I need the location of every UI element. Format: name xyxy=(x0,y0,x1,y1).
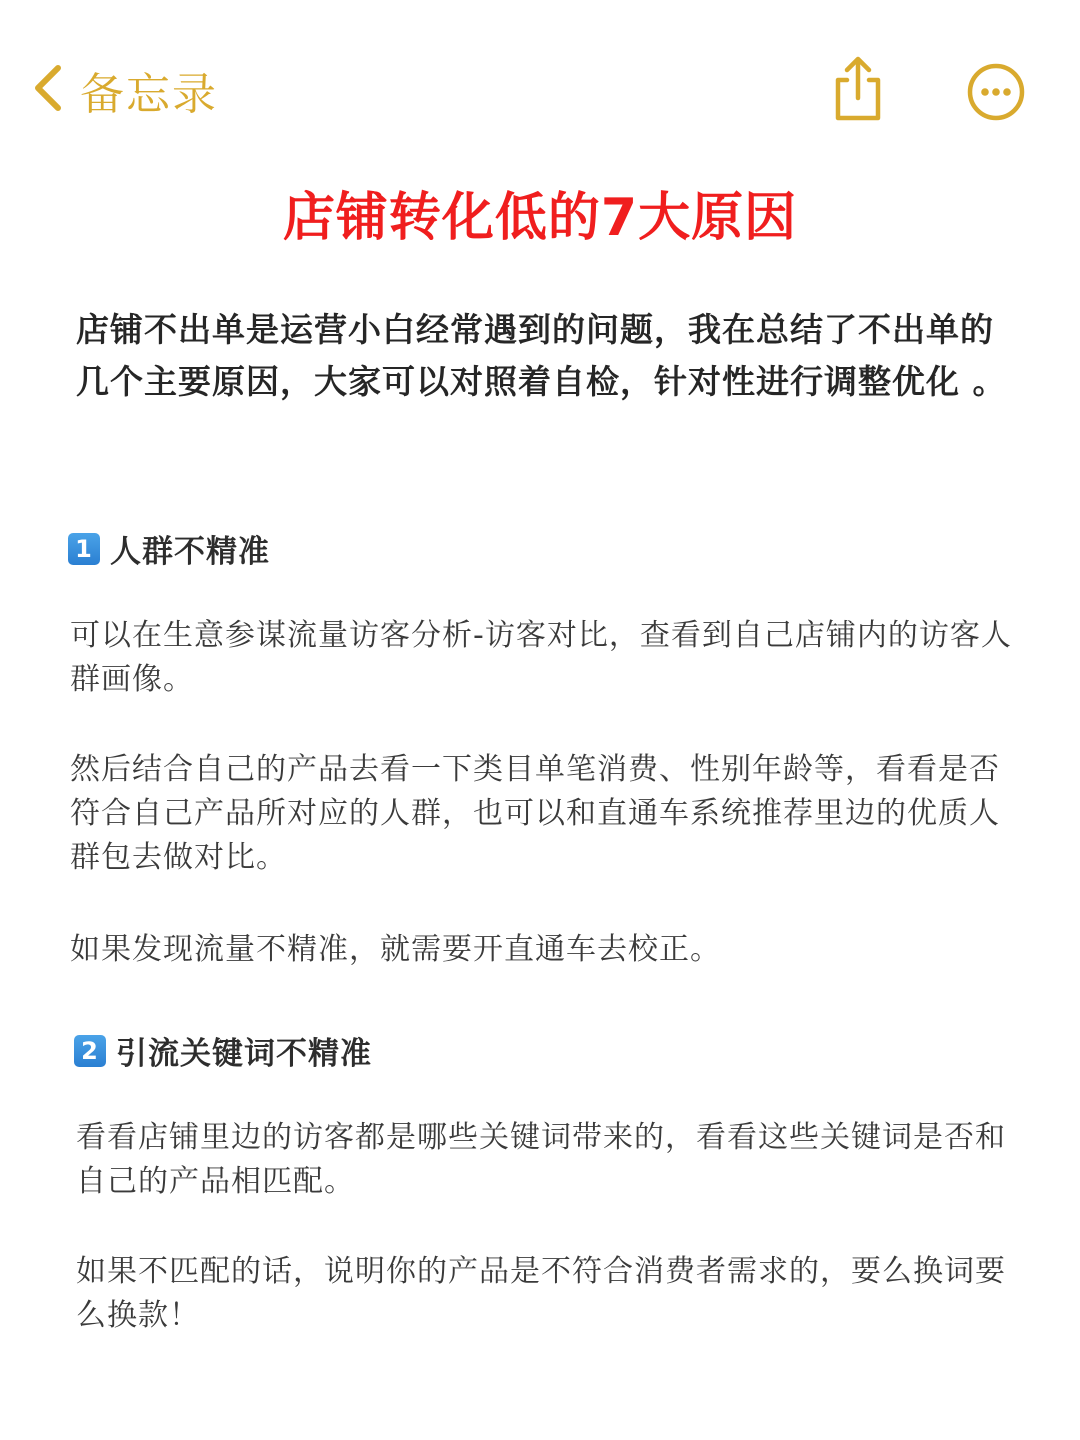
paragraph: 可以在生意参谋流量访客分析-访客对比，查看到自己店铺内的访客人群画像。 xyxy=(70,618,1012,697)
paragraph: 如果不匹配的话，说明你的产品是不符合消费者需求的，要么换词要么换款！ xyxy=(76,1254,1006,1333)
more-button[interactable] xyxy=(966,62,1026,122)
note-title: 店铺转化低的7大原因 xyxy=(282,188,798,248)
number-badge-2: 2 xyxy=(74,1035,106,1067)
chevron-left-icon xyxy=(28,60,68,120)
back-label: 备忘录 xyxy=(80,69,218,120)
section-heading-2 xyxy=(74,1028,372,1073)
note-intro: 店铺不出单是运营小白经常遇到的问题，我在总结了不出单的几个主要原因，大家可以对照着自检，针对性进行调整优化 。 xyxy=(76,310,1007,401)
back-button[interactable] xyxy=(28,58,218,122)
paragraph: 看看店铺里边的访客都是哪些关键词带来的，看看这些关键词是否和自己的产品相匹配。 xyxy=(76,1120,1006,1199)
section-heading-text: 引流关键词不精准 xyxy=(116,1036,372,1072)
navigation-bar xyxy=(0,0,1080,160)
share-icon xyxy=(828,109,888,128)
ellipsis-circle-icon xyxy=(966,107,1026,126)
share-button[interactable] xyxy=(828,54,888,124)
paragraph: 如果发现流量不精准，就需要开直通车去校正。 xyxy=(70,932,721,967)
section-heading-text: 人群不精准 xyxy=(110,534,270,570)
number-badge-1: 1 xyxy=(68,533,100,565)
paragraph: 然后结合自己的产品去看一下类目单笔消费、性别年龄等，看看是否符合自己产品所对应的人群，也可以和直通车系统推荐里边的优质人群包去做对比。 xyxy=(70,752,1000,875)
section-heading-1 xyxy=(68,526,270,571)
